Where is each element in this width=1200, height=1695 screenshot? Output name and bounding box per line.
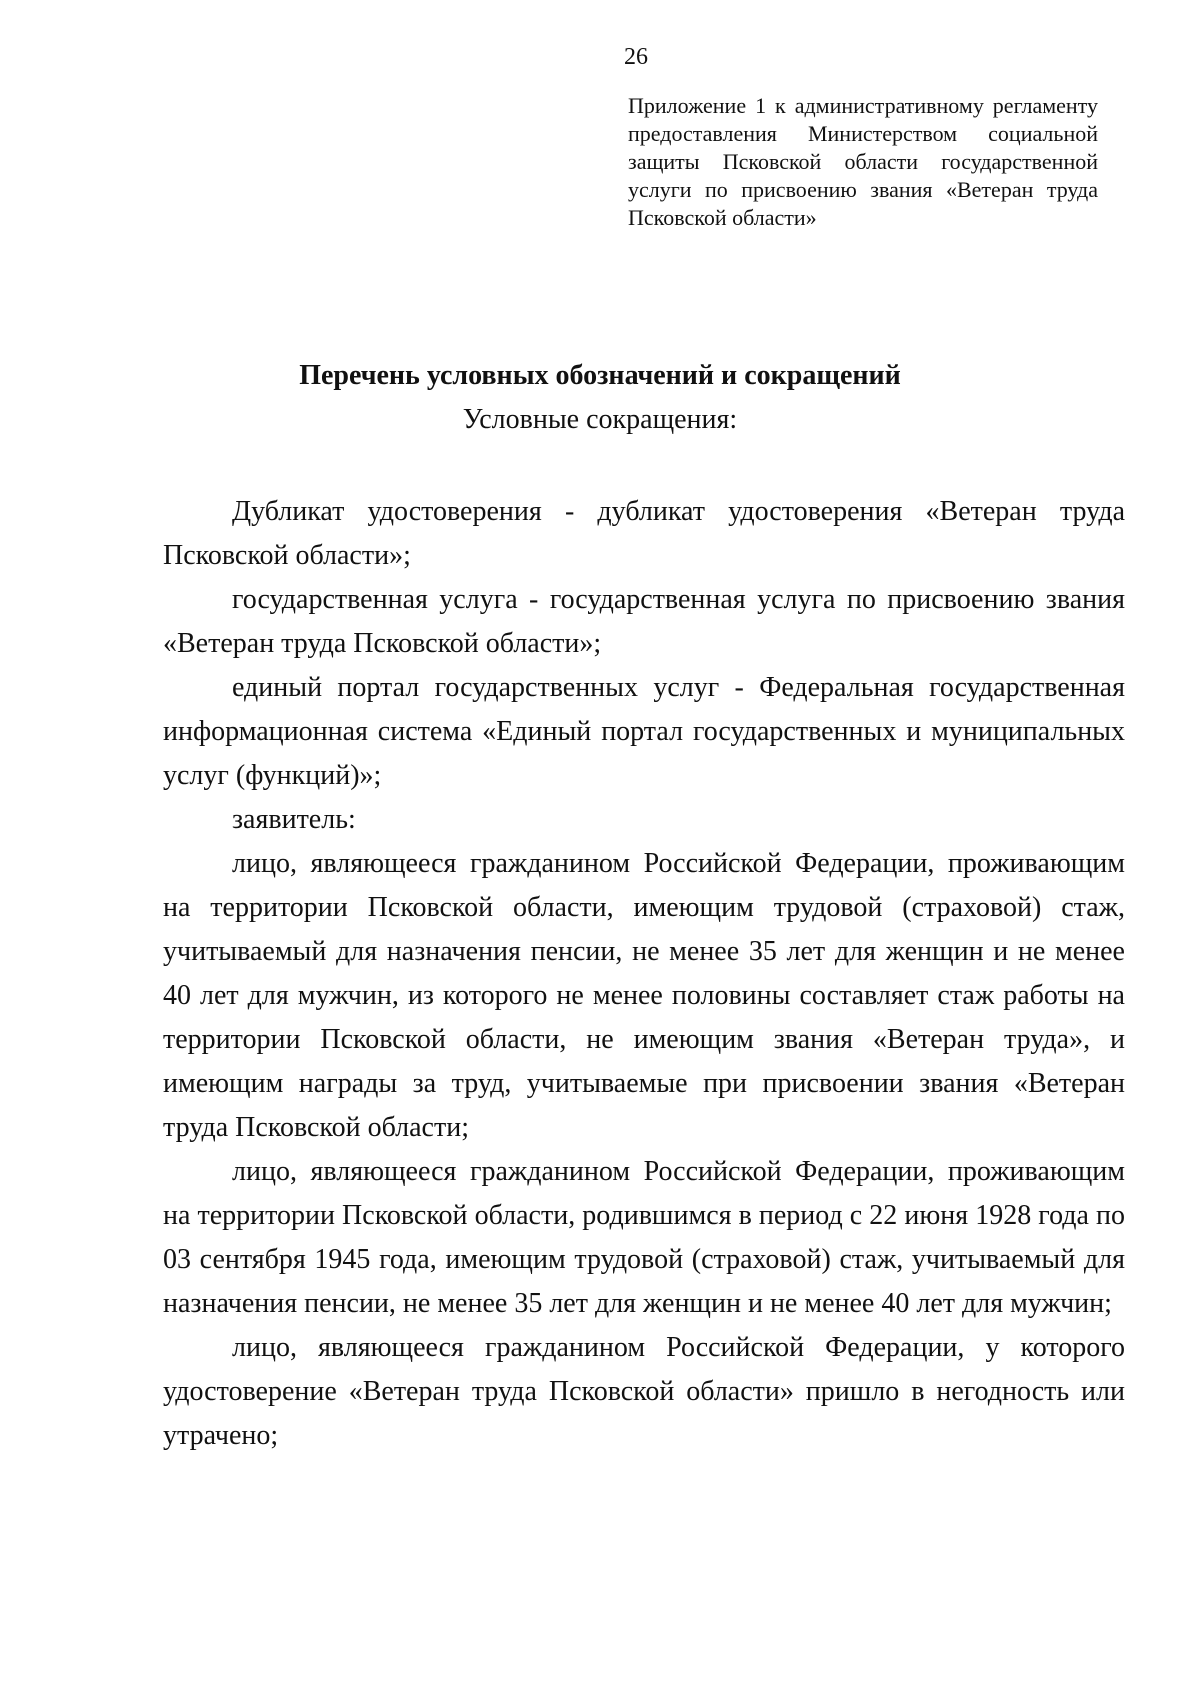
paragraph-duplicate-certificate: Дубликат удостоверения - дубликат удостоверения «Ветеран труда Псковской области»; xyxy=(163,496,1125,571)
paragraph-applicant-1: лицо, являющееся гражданином Российской Федерации, проживающим на территории Псковской области, имеющим трудовой (страховой) стаж, учитываемый для назначения пенсии, не менее 35 лет для женщин и не менее 40 лет для мужчин, из которого не менее половины составляет стаж работы на территории Псковской области, не имеющим звания «Ветеран труда», и имеющим награды за труд, учитываемые при присвоении звания «Ветеран труда Псковской области; xyxy=(163,848,1125,1143)
page-number: 26 xyxy=(624,44,648,70)
document-body xyxy=(163,490,1125,1458)
paragraph-unified-portal: единый портал государственных услуг - Федеральная государственная информационная система «Единый портал государственных и муниципальных услуг (функций)»; xyxy=(163,672,1125,791)
paragraph-applicant-heading: заявитель: xyxy=(232,804,356,835)
document-title: Перечень условных обозначений и сокращений xyxy=(299,360,901,391)
paragraph-applicant-3: лицо, являющееся гражданином Российской Федерации, у которого удостоверение «Ветеран труда Псковской области» пришло в негодность или утрачено; xyxy=(163,1332,1125,1451)
document-subtitle: Условные сокращения: xyxy=(462,404,738,435)
paragraph-state-service: государственная услуга - государственная услуга по присвоению звания «Ветеран труда Псковской области»; xyxy=(163,584,1125,659)
appendix-note: Приложение 1 к административному регламенту предоставления Министерством социальной защиты Псковской области государственной услуги по присвоению звания «Ветеран труда Псковской области» xyxy=(628,93,1098,230)
paragraph-applicant-2: лицо, являющееся гражданином Российской Федерации, проживающим на территории Псковской области, родившимся в период с 22 июня 1928 года по 03 сентября 1945 года, имеющим трудовой (страховой) стаж, учитываемый для назначения пенсии, не менее 35 лет для женщин и не менее 40 лет для мужчин; xyxy=(163,1156,1125,1319)
